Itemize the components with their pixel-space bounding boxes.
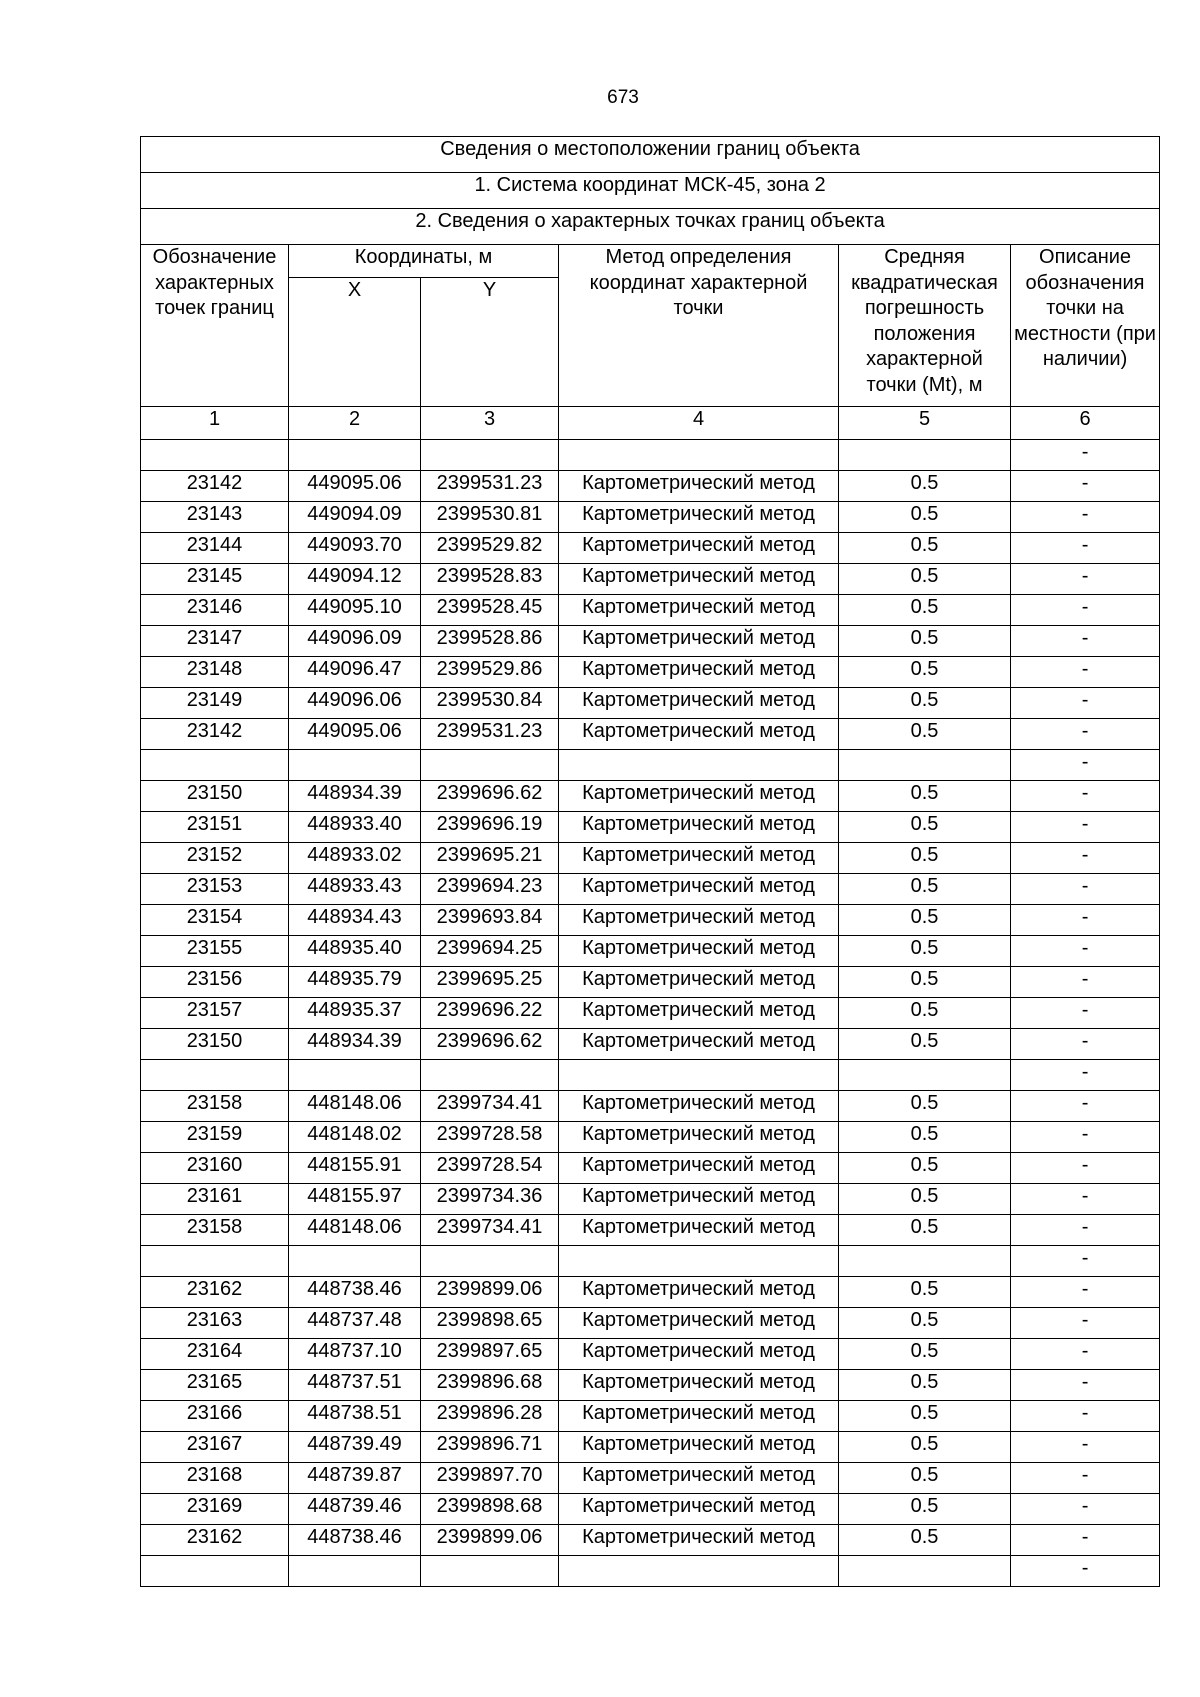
table-row (141, 1277, 1160, 1308)
method-cell (559, 1556, 839, 1587)
point-cell: 23166 (141, 1401, 289, 1432)
table-row (141, 533, 1160, 564)
description-cell: - (1011, 1122, 1160, 1153)
error-cell: 0.5 (839, 502, 1011, 533)
method-cell: Картометрический метод (559, 843, 839, 874)
description-cell: - (1011, 1060, 1160, 1091)
method-cell: Картометрический метод (559, 1339, 839, 1370)
table-row (141, 874, 1160, 905)
table-row (141, 1339, 1160, 1370)
error-cell: 0.5 (839, 1122, 1011, 1153)
error-cell: 0.5 (839, 595, 1011, 626)
y-coordinate-cell: 2399694.25 (421, 936, 559, 967)
coord-system-title: 1. Система координат МСК-45, зона 2 (141, 173, 1160, 209)
description-cell: - (1011, 1277, 1160, 1308)
point-cell: 23150 (141, 781, 289, 812)
x-coordinate-cell: 448739.87 (289, 1463, 421, 1494)
y-coordinate-cell: 2399696.62 (421, 781, 559, 812)
error-cell: 0.5 (839, 719, 1011, 750)
table-body (141, 137, 1160, 1587)
x-coordinate-cell: 449096.47 (289, 657, 421, 688)
error-cell: 0.5 (839, 1525, 1011, 1556)
description-cell: - (1011, 1308, 1160, 1339)
x-coordinate-cell: 449095.06 (289, 471, 421, 502)
table-row (141, 1184, 1160, 1215)
table-row (141, 1060, 1160, 1091)
y-coordinate-cell: 2399528.45 (421, 595, 559, 626)
method-cell: Картометрический метод (559, 905, 839, 936)
point-cell (141, 1556, 289, 1587)
header-method: Метод определения координат характерной точки (559, 245, 839, 407)
point-cell: 23144 (141, 533, 289, 564)
point-cell: 23160 (141, 1153, 289, 1184)
error-cell: 0.5 (839, 812, 1011, 843)
x-coordinate-cell: 448739.49 (289, 1432, 421, 1463)
description-cell: - (1011, 719, 1160, 750)
x-coordinate-cell: 448933.40 (289, 812, 421, 843)
point-cell: 23154 (141, 905, 289, 936)
table-row (141, 1029, 1160, 1060)
error-cell: 0.5 (839, 1029, 1011, 1060)
point-cell: 23148 (141, 657, 289, 688)
point-cell: 23168 (141, 1463, 289, 1494)
method-cell: Картометрический метод (559, 1153, 839, 1184)
x-coordinate-cell (289, 750, 421, 781)
table-row (141, 688, 1160, 719)
table-row (141, 1215, 1160, 1246)
table-row (141, 1401, 1160, 1432)
method-cell: Картометрический метод (559, 564, 839, 595)
error-cell (839, 1246, 1011, 1277)
error-cell: 0.5 (839, 657, 1011, 688)
error-cell: 0.5 (839, 564, 1011, 595)
y-coordinate-cell: 2399898.65 (421, 1308, 559, 1339)
table-row (141, 781, 1160, 812)
y-coordinate-cell: 2399734.36 (421, 1184, 559, 1215)
description-cell: - (1011, 1556, 1160, 1587)
description-cell: - (1011, 657, 1160, 688)
table-row (141, 998, 1160, 1029)
x-coordinate-cell (289, 1246, 421, 1277)
description-cell: - (1011, 1370, 1160, 1401)
method-cell: Картометрический метод (559, 1122, 839, 1153)
y-coordinate-cell: 2399695.21 (421, 843, 559, 874)
x-coordinate-cell (289, 1556, 421, 1587)
table-row (141, 1463, 1160, 1494)
description-cell: - (1011, 1432, 1160, 1463)
method-cell: Картометрический метод (559, 936, 839, 967)
method-cell: Картометрический метод (559, 1091, 839, 1122)
description-cell: - (1011, 905, 1160, 936)
table-row (141, 657, 1160, 688)
error-cell: 0.5 (839, 1184, 1011, 1215)
y-coordinate-cell: 2399899.06 (421, 1525, 559, 1556)
header-description: Описание обозначения точки на местности (при наличии) (1011, 245, 1160, 407)
table-row (141, 812, 1160, 843)
table-row (141, 1091, 1160, 1122)
column-number: 1 (141, 407, 289, 440)
method-cell: Картометрический метод (559, 781, 839, 812)
description-cell: - (1011, 533, 1160, 564)
y-coordinate-cell: 2399694.23 (421, 874, 559, 905)
method-cell (559, 750, 839, 781)
description-cell: - (1011, 688, 1160, 719)
description-cell: - (1011, 781, 1160, 812)
point-cell: 23156 (141, 967, 289, 998)
error-cell (839, 1556, 1011, 1587)
error-cell: 0.5 (839, 1091, 1011, 1122)
error-cell: 0.5 (839, 1339, 1011, 1370)
description-cell: - (1011, 1463, 1160, 1494)
header-error: Средняя квадратическая погрешность положения характерной точки (Mt), м (839, 245, 1011, 407)
method-cell: Картометрический метод (559, 1277, 839, 1308)
method-cell: Картометрический метод (559, 657, 839, 688)
method-cell: Картометрический метод (559, 595, 839, 626)
point-cell: 23162 (141, 1277, 289, 1308)
column-number: 4 (559, 407, 839, 440)
y-coordinate-cell: 2399695.25 (421, 967, 559, 998)
method-cell (559, 440, 839, 471)
point-cell: 23151 (141, 812, 289, 843)
point-cell: 23143 (141, 502, 289, 533)
method-cell (559, 1246, 839, 1277)
column-number: 2 (289, 407, 421, 440)
points-info-title: 2. Сведения о характерных точках границ объекта (141, 209, 1160, 245)
table-row (141, 626, 1160, 657)
y-coordinate-cell: 2399728.54 (421, 1153, 559, 1184)
page-number: 673 (607, 87, 639, 108)
point-cell (141, 1060, 289, 1091)
table-row (141, 936, 1160, 967)
y-coordinate-cell: 2399897.65 (421, 1339, 559, 1370)
table-row (141, 1370, 1160, 1401)
x-coordinate-cell: 448933.02 (289, 843, 421, 874)
point-cell (141, 440, 289, 471)
table-row (141, 719, 1160, 750)
y-coordinate-cell: 2399696.22 (421, 998, 559, 1029)
error-cell (839, 440, 1011, 471)
point-cell: 23147 (141, 626, 289, 657)
error-cell: 0.5 (839, 1401, 1011, 1432)
x-coordinate-cell: 448737.10 (289, 1339, 421, 1370)
y-coordinate-cell: 2399734.41 (421, 1215, 559, 1246)
error-cell: 0.5 (839, 1153, 1011, 1184)
point-cell: 23159 (141, 1122, 289, 1153)
method-cell: Картометрический метод (559, 874, 839, 905)
y-coordinate-cell: 2399898.68 (421, 1494, 559, 1525)
x-coordinate-cell: 448155.97 (289, 1184, 421, 1215)
description-cell: - (1011, 1091, 1160, 1122)
point-cell: 23145 (141, 564, 289, 595)
y-coordinate-cell: 2399530.81 (421, 502, 559, 533)
description-cell: - (1011, 1215, 1160, 1246)
point-cell: 23158 (141, 1091, 289, 1122)
x-coordinate-cell: 448148.06 (289, 1091, 421, 1122)
method-cell: Картометрический метод (559, 1494, 839, 1525)
point-cell: 23164 (141, 1339, 289, 1370)
method-cell (559, 1060, 839, 1091)
x-coordinate-cell: 448737.51 (289, 1370, 421, 1401)
description-cell: - (1011, 595, 1160, 626)
error-cell: 0.5 (839, 471, 1011, 502)
column-number: 5 (839, 407, 1011, 440)
y-coordinate-cell: 2399897.70 (421, 1463, 559, 1494)
error-cell: 0.5 (839, 843, 1011, 874)
method-cell: Картометрический метод (559, 533, 839, 564)
error-cell: 0.5 (839, 998, 1011, 1029)
description-cell: - (1011, 936, 1160, 967)
point-cell: 23155 (141, 936, 289, 967)
table-row (141, 595, 1160, 626)
x-coordinate-cell: 448148.06 (289, 1215, 421, 1246)
point-cell: 23162 (141, 1525, 289, 1556)
method-cell: Картометрический метод (559, 1029, 839, 1060)
point-cell: 23167 (141, 1432, 289, 1463)
x-coordinate-cell (289, 440, 421, 471)
description-cell: - (1011, 564, 1160, 595)
y-coordinate-cell: 2399528.86 (421, 626, 559, 657)
y-coordinate-cell (421, 1060, 559, 1091)
section-title: Сведения о местоположении границ объекта (141, 137, 1160, 173)
description-cell: - (1011, 440, 1160, 471)
description-cell: - (1011, 1184, 1160, 1215)
method-cell: Картометрический метод (559, 719, 839, 750)
table-row (141, 1122, 1160, 1153)
x-coordinate-cell: 448737.48 (289, 1308, 421, 1339)
x-coordinate-cell: 449096.06 (289, 688, 421, 719)
method-cell: Картометрический метод (559, 1184, 839, 1215)
point-cell: 23142 (141, 719, 289, 750)
y-coordinate-cell: 2399693.84 (421, 905, 559, 936)
table-row (141, 440, 1160, 471)
description-cell: - (1011, 502, 1160, 533)
y-coordinate-cell: 2399896.68 (421, 1370, 559, 1401)
table-row (141, 843, 1160, 874)
method-cell: Картометрический метод (559, 502, 839, 533)
y-coordinate-cell: 2399529.82 (421, 533, 559, 564)
description-cell: - (1011, 1029, 1160, 1060)
table-row (141, 1525, 1160, 1556)
error-cell: 0.5 (839, 874, 1011, 905)
method-cell: Картометрический метод (559, 1308, 839, 1339)
x-coordinate-cell: 449095.10 (289, 595, 421, 626)
y-coordinate-cell: 2399734.41 (421, 1091, 559, 1122)
point-cell: 23161 (141, 1184, 289, 1215)
section-title-row (141, 137, 1160, 173)
header-coordinates: Координаты, м (289, 245, 559, 278)
y-coordinate-cell: 2399530.84 (421, 688, 559, 719)
y-coordinate-cell: 2399728.58 (421, 1122, 559, 1153)
table-row (141, 967, 1160, 998)
table-row (141, 1494, 1160, 1525)
method-cell: Картометрический метод (559, 998, 839, 1029)
x-coordinate-cell: 448738.46 (289, 1277, 421, 1308)
description-cell: - (1011, 1153, 1160, 1184)
boundary-points-table (140, 136, 1160, 1587)
error-cell: 0.5 (839, 626, 1011, 657)
point-cell: 23146 (141, 595, 289, 626)
error-cell: 0.5 (839, 1308, 1011, 1339)
point-cell: 23165 (141, 1370, 289, 1401)
description-cell: - (1011, 967, 1160, 998)
coord-system-row (141, 173, 1160, 209)
error-cell: 0.5 (839, 1370, 1011, 1401)
error-cell: 0.5 (839, 1494, 1011, 1525)
point-cell: 23150 (141, 1029, 289, 1060)
method-cell: Картометрический метод (559, 1370, 839, 1401)
header-row-top (141, 245, 1160, 278)
x-coordinate-cell: 448933.43 (289, 874, 421, 905)
error-cell: 0.5 (839, 905, 1011, 936)
x-coordinate-cell: 448148.02 (289, 1122, 421, 1153)
description-cell: - (1011, 1525, 1160, 1556)
point-cell: 23158 (141, 1215, 289, 1246)
points-info-row (141, 209, 1160, 245)
error-cell: 0.5 (839, 936, 1011, 967)
description-cell: - (1011, 998, 1160, 1029)
table-row (141, 905, 1160, 936)
error-cell: 0.5 (839, 533, 1011, 564)
x-coordinate-cell: 448935.40 (289, 936, 421, 967)
method-cell: Картометрический метод (559, 471, 839, 502)
x-coordinate-cell: 448739.46 (289, 1494, 421, 1525)
x-coordinate-cell: 448934.39 (289, 1029, 421, 1060)
error-cell: 0.5 (839, 967, 1011, 998)
x-coordinate-cell: 448935.79 (289, 967, 421, 998)
table-row (141, 1246, 1160, 1277)
description-cell: - (1011, 1339, 1160, 1370)
table-row (141, 502, 1160, 533)
method-cell: Картометрический метод (559, 688, 839, 719)
header-x: X (289, 278, 421, 407)
x-coordinate-cell: 448934.43 (289, 905, 421, 936)
method-cell: Картометрический метод (559, 1432, 839, 1463)
description-cell: - (1011, 1494, 1160, 1525)
x-coordinate-cell: 448155.91 (289, 1153, 421, 1184)
method-cell: Картометрический метод (559, 626, 839, 657)
point-cell: 23149 (141, 688, 289, 719)
error-cell: 0.5 (839, 1277, 1011, 1308)
x-coordinate-cell: 449093.70 (289, 533, 421, 564)
x-coordinate-cell: 448935.37 (289, 998, 421, 1029)
y-coordinate-cell: 2399896.71 (421, 1432, 559, 1463)
x-coordinate-cell: 448738.51 (289, 1401, 421, 1432)
y-coordinate-cell: 2399899.06 (421, 1277, 559, 1308)
point-cell (141, 1246, 289, 1277)
y-coordinate-cell (421, 440, 559, 471)
y-coordinate-cell: 2399531.23 (421, 471, 559, 502)
point-cell: 23153 (141, 874, 289, 905)
x-coordinate-cell: 448934.39 (289, 781, 421, 812)
y-coordinate-cell (421, 750, 559, 781)
y-coordinate-cell (421, 1556, 559, 1587)
y-coordinate-cell: 2399696.62 (421, 1029, 559, 1060)
y-coordinate-cell: 2399696.19 (421, 812, 559, 843)
description-cell: - (1011, 812, 1160, 843)
description-cell: - (1011, 1246, 1160, 1277)
x-coordinate-cell: 449096.09 (289, 626, 421, 657)
y-coordinate-cell: 2399896.28 (421, 1401, 559, 1432)
error-cell (839, 750, 1011, 781)
table-row (141, 1556, 1160, 1587)
description-cell: - (1011, 471, 1160, 502)
x-coordinate-cell: 449094.09 (289, 502, 421, 533)
description-cell: - (1011, 1401, 1160, 1432)
method-cell: Картометрический метод (559, 1525, 839, 1556)
y-coordinate-cell: 2399528.83 (421, 564, 559, 595)
table-row (141, 1308, 1160, 1339)
point-cell: 23142 (141, 471, 289, 502)
x-coordinate-cell: 449095.06 (289, 719, 421, 750)
y-coordinate-cell: 2399531.23 (421, 719, 559, 750)
y-coordinate-cell (421, 1246, 559, 1277)
table-row (141, 750, 1160, 781)
table-row (141, 471, 1160, 502)
y-coordinate-cell: 2399529.86 (421, 657, 559, 688)
description-cell: - (1011, 874, 1160, 905)
column-numbers-row (141, 407, 1160, 440)
method-cell: Картометрический метод (559, 967, 839, 998)
point-cell: 23169 (141, 1494, 289, 1525)
error-cell (839, 1060, 1011, 1091)
method-cell: Картометрический метод (559, 1215, 839, 1246)
point-cell (141, 750, 289, 781)
column-number: 3 (421, 407, 559, 440)
x-coordinate-cell: 448738.46 (289, 1525, 421, 1556)
error-cell: 0.5 (839, 688, 1011, 719)
description-cell: - (1011, 626, 1160, 657)
x-coordinate-cell: 449094.12 (289, 564, 421, 595)
description-cell: - (1011, 750, 1160, 781)
x-coordinate-cell (289, 1060, 421, 1091)
description-cell: - (1011, 843, 1160, 874)
point-cell: 23163 (141, 1308, 289, 1339)
method-cell: Картометрический метод (559, 1401, 839, 1432)
point-cell: 23157 (141, 998, 289, 1029)
error-cell: 0.5 (839, 781, 1011, 812)
error-cell: 0.5 (839, 1463, 1011, 1494)
table-row (141, 1153, 1160, 1184)
error-cell: 0.5 (839, 1432, 1011, 1463)
header-y: Y (421, 278, 559, 407)
table-row (141, 564, 1160, 595)
error-cell: 0.5 (839, 1215, 1011, 1246)
column-number: 6 (1011, 407, 1160, 440)
header-point-designation: Обозначение характерных точек границ (141, 245, 289, 407)
point-cell: 23152 (141, 843, 289, 874)
table-row (141, 1432, 1160, 1463)
method-cell: Картометрический метод (559, 812, 839, 843)
method-cell: Картометрический метод (559, 1463, 839, 1494)
